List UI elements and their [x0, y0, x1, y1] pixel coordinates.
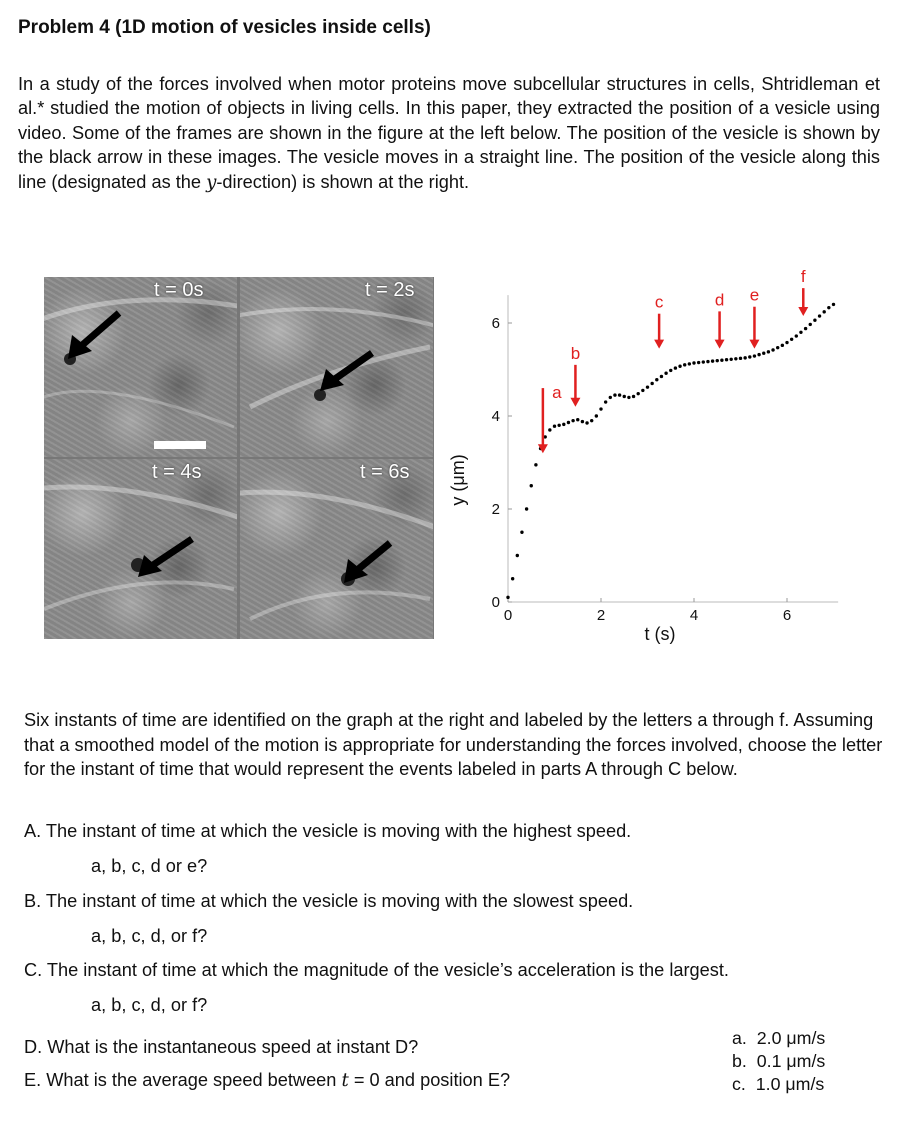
answer-options [732, 1027, 825, 1096]
data-point [520, 531, 523, 534]
data-point [599, 407, 602, 410]
answer-option: c. 1.0 μm/s [732, 1074, 825, 1094]
part-e-prompt: E. What is the average speed between t = 0 and position E? [24, 1070, 511, 1091]
frame-t4 [44, 459, 237, 639]
annotation-arrow-f [798, 267, 808, 316]
black-arrow-icon [344, 543, 390, 583]
annotation-label: e [749, 285, 760, 305]
data-point [832, 303, 835, 306]
annotation-arrow-e [749, 286, 759, 349]
data-point [553, 425, 556, 428]
data-point [785, 341, 788, 344]
annotation-label: d [714, 290, 725, 310]
data-point [697, 361, 700, 364]
data-point [743, 356, 746, 359]
data-point [571, 419, 574, 422]
data-point [516, 554, 519, 557]
data-point [818, 314, 821, 317]
data-point [757, 353, 760, 356]
data-point [674, 366, 677, 369]
data-point [557, 424, 560, 427]
data-point [525, 507, 528, 510]
frame-time-label: t = 2s [365, 279, 415, 301]
black-arrow-icon [138, 539, 192, 577]
answer-option: a. 2.0 μm/s [732, 1028, 826, 1048]
data-point [613, 393, 616, 396]
data-point [771, 348, 774, 351]
annotation-label: a [552, 383, 562, 403]
y-tick-label: 2 [491, 501, 500, 518]
y-tick-label: 6 [491, 315, 500, 332]
data-point [534, 463, 537, 466]
data-point [678, 365, 681, 368]
data-point [618, 393, 621, 396]
data-point [692, 361, 695, 364]
black-arrow-icon [68, 313, 119, 359]
position-time-chart [440, 250, 840, 660]
data-point [762, 352, 765, 355]
y-tick-label: 4 [491, 408, 500, 425]
data-point [711, 359, 714, 362]
y-axis-label: y (μm) [448, 454, 468, 506]
data-point [567, 421, 570, 424]
scale-bar [154, 441, 206, 449]
data-point [650, 382, 653, 385]
data-point [683, 363, 686, 366]
data-point [548, 428, 551, 431]
data-point [637, 392, 640, 395]
x-tick-label: 2 [596, 607, 606, 624]
frame-t2 [240, 277, 433, 457]
data-point [776, 346, 779, 349]
data-point [730, 358, 733, 361]
data-point [720, 359, 723, 362]
x-tick-label: 0 [503, 607, 513, 624]
data-point [702, 360, 705, 363]
data-point [632, 395, 635, 398]
data-point [609, 396, 612, 399]
annotation-label: b [570, 343, 581, 363]
annotation-label: c [654, 292, 664, 312]
black-arrow-icon [320, 353, 372, 391]
microscopy-frames [44, 277, 434, 639]
part-c-choices: a, b, c, d, or f? [91, 995, 208, 1015]
answer-option: b. 0.1 μm/s [732, 1051, 826, 1071]
annotation-arrow-b [570, 344, 580, 407]
data-point [804, 327, 807, 330]
data-point [581, 420, 584, 423]
frame-time-label: t = 6s [360, 461, 410, 483]
data-point [799, 331, 802, 334]
data-point [669, 369, 672, 372]
data-point [595, 414, 598, 417]
question-paragraph: Six instants of time are identified on the graph at the right and labeled by the letters a through f. Assuming that a smoothed model of the motion is appropriate for understanding the forces involved, choose the letter for the instant of time that would represent the events labeled in parts A through C below. [24, 710, 883, 780]
data-point [734, 357, 737, 360]
intro-paragraph: In a study of the forces involved when motor proteins move subcellular structures in cells, Shtridleman et al.* studied the motion of objects in living cells. In this paper, they extracted the position of a vesicle using video. Some of the frames are shown in the figure at the left below. The position of the vesicle is shown by the black arrow in these images. The vesicle moves in a straight line. The position of the vesicle along this line (designated as the y-direction) is shown at the right. [18, 74, 880, 193]
data-point [590, 419, 593, 422]
data-point [753, 354, 756, 357]
data-point [827, 306, 830, 309]
part-a-prompt: A. The instant of time at which the vesicle is moving with the highest speed. [24, 821, 632, 841]
data-point [716, 359, 719, 362]
annotation-arrow-d [715, 290, 725, 348]
part-c-prompt: C. The instant of time at which the magnitude of the vesicle’s acceleration is the largest. [24, 960, 729, 980]
part-b-prompt: B. The instant of time at which the vesicle is moving with the slowest speed. [24, 891, 634, 911]
data-point [604, 400, 607, 403]
data-point [664, 372, 667, 375]
frame-time-label: t = 0s [154, 279, 204, 301]
part-a-choices: a, b, c, d or e? [91, 856, 208, 876]
data-point [627, 396, 630, 399]
data-point [781, 344, 784, 347]
problem-title: Problem 4 (1D motion of vesicles inside cells) [18, 17, 431, 38]
x-tick-label: 6 [782, 607, 792, 624]
data-point [809, 323, 812, 326]
data-point [530, 484, 533, 487]
data-point [767, 350, 770, 353]
x-tick-label: 4 [689, 607, 699, 624]
part-d-prompt: D. What is the instantaneous speed at instant D? [24, 1037, 419, 1057]
annotation-arrow-c [654, 293, 664, 349]
data-point [655, 378, 658, 381]
part-b-choices: a, b, c, d, or f? [91, 926, 208, 946]
data-point [748, 355, 751, 358]
annotation-arrow-a [538, 383, 562, 453]
frame-t6 [240, 459, 433, 639]
data-point [562, 423, 565, 426]
data-point [623, 395, 626, 398]
data-point [688, 362, 691, 365]
data-point [646, 385, 649, 388]
data-point [706, 360, 709, 363]
x-axis-label: t (s) [644, 624, 676, 644]
y-tick-label: 0 [491, 594, 500, 611]
frame-time-label: t = 4s [152, 461, 202, 483]
data-point [641, 389, 644, 392]
data-point [813, 319, 816, 322]
data-point [511, 577, 514, 580]
data-point [576, 418, 579, 421]
frame-t0 [44, 277, 237, 457]
data-point [795, 334, 798, 337]
annotation-label: f [800, 267, 806, 287]
data-point [585, 421, 588, 424]
data-point [790, 338, 793, 341]
data-point [506, 596, 509, 599]
data-point [725, 358, 728, 361]
data-point [739, 357, 742, 360]
data-point [660, 375, 663, 378]
data-point [823, 310, 826, 313]
